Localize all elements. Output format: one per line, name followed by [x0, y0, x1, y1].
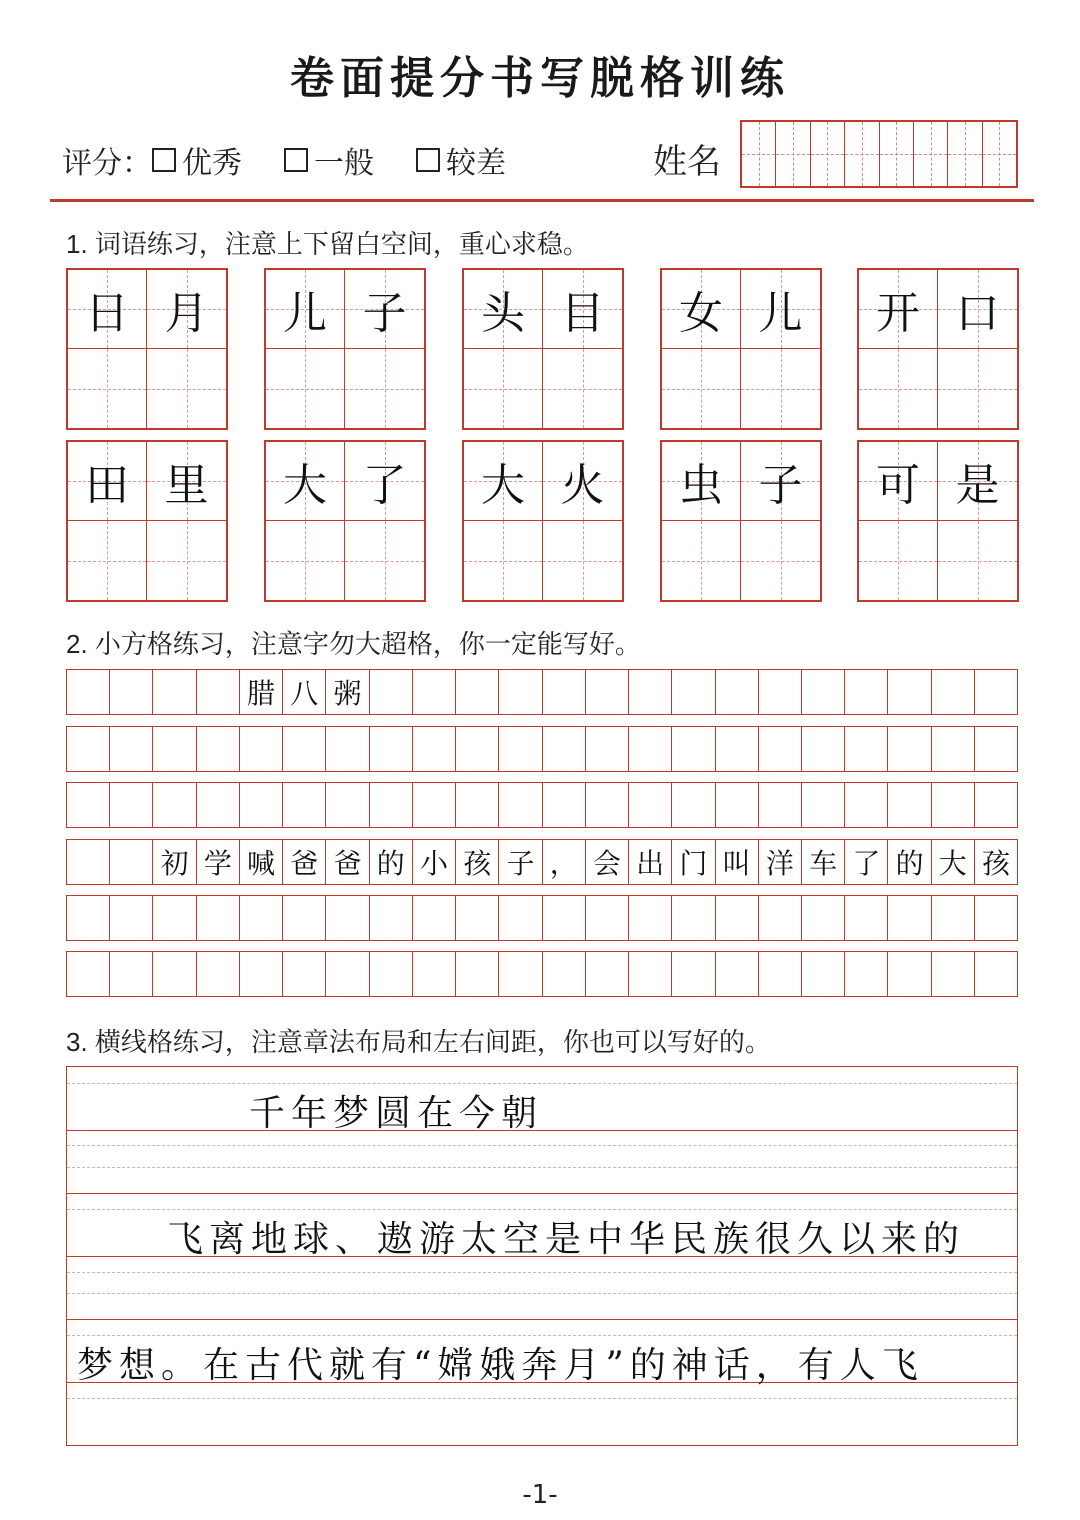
grid-cell[interactable]	[67, 896, 110, 940]
grid-row	[66, 951, 1018, 997]
grid-cell[interactable]	[153, 783, 196, 827]
grid-cell[interactable]	[759, 896, 802, 940]
word-practice-box[interactable]	[66, 440, 228, 602]
model-character: 大	[481, 460, 525, 511]
word-practice-box[interactable]	[264, 268, 426, 430]
grid-cell[interactable]	[543, 670, 586, 714]
grid-cell[interactable]	[326, 783, 369, 827]
grid-cell[interactable]	[456, 727, 499, 771]
grid-cell[interactable]	[932, 727, 975, 771]
grid-cell[interactable]	[240, 727, 283, 771]
word-practice-box[interactable]	[857, 440, 1019, 602]
grid-cell[interactable]	[716, 783, 759, 827]
practice-cell[interactable]	[68, 521, 147, 600]
grid-cell[interactable]	[845, 670, 888, 714]
grid-cell[interactable]	[370, 952, 413, 996]
grid-cell[interactable]	[153, 896, 196, 940]
grid-cell[interactable]	[975, 952, 1017, 996]
grid-cell[interactable]	[629, 952, 672, 996]
grid-row	[66, 782, 1018, 828]
model-character: 是	[955, 460, 1000, 511]
passage-line-2: 梦想。在古代就有“嫦娥奔月”的神话，有人飞	[77, 1345, 924, 1386]
grid-cell[interactable]	[759, 783, 802, 827]
practice-cell[interactable]	[266, 521, 345, 600]
grid-cell[interactable]	[586, 952, 629, 996]
model-character: 口	[955, 288, 1000, 339]
rating-option-label: 较差	[446, 146, 506, 181]
practice-cell[interactable]	[345, 270, 424, 349]
passage-line-1: 飞离地球、遨游太空是中华民族很久以来的	[167, 1219, 966, 1260]
baseline	[67, 1319, 1017, 1320]
grid-cell[interactable]: 门	[672, 840, 715, 884]
rating-option-label: 一般	[314, 146, 374, 181]
practice-cell[interactable]	[662, 349, 741, 428]
grid-cell[interactable]	[67, 727, 110, 771]
grid-cell[interactable]	[932, 783, 975, 827]
rating-label: 评分：	[62, 146, 152, 181]
practice-cell[interactable]	[662, 270, 741, 349]
model-character: 田	[85, 460, 129, 511]
grid-cell[interactable]	[845, 952, 888, 996]
grid-cell[interactable]: 初	[153, 840, 196, 884]
grid-cell[interactable]	[932, 896, 975, 940]
name-field[interactable]	[740, 120, 1018, 188]
grid-cell[interactable]: 小	[413, 840, 456, 884]
checkbox-icon[interactable]	[416, 148, 440, 172]
model-character: 子	[758, 460, 803, 511]
model-character: 月	[164, 288, 209, 339]
practice-cell[interactable]	[266, 442, 345, 521]
grid-cell[interactable]: 的	[888, 840, 931, 884]
practice-cell[interactable]	[859, 349, 938, 428]
poem-title-text: 千年梦圆在今朝	[249, 1093, 544, 1134]
practice-cell[interactable]	[147, 521, 226, 600]
guide-line	[67, 1209, 1017, 1210]
grid-cell[interactable]	[499, 783, 542, 827]
grid-cell[interactable]	[543, 952, 586, 996]
practice-cell[interactable]	[345, 521, 424, 600]
rating-option-average[interactable]	[284, 138, 374, 182]
grid-cell[interactable]	[543, 783, 586, 827]
word-practice-box[interactable]	[264, 440, 426, 602]
grid-cell[interactable]	[456, 896, 499, 940]
practice-cell[interactable]	[464, 270, 543, 349]
grid-cell[interactable]	[802, 670, 845, 714]
grid-cell[interactable]	[629, 783, 672, 827]
grid-cell[interactable]	[888, 896, 931, 940]
grid-cell[interactable]: 孩	[456, 840, 499, 884]
grid-cell[interactable]	[975, 783, 1017, 827]
practice-cell[interactable]	[859, 521, 938, 600]
practice-cell[interactable]	[266, 349, 345, 428]
practice-cell[interactable]	[345, 442, 424, 521]
rating-option-excellent[interactable]	[152, 138, 242, 182]
grid-cell[interactable]	[716, 896, 759, 940]
word-practice-box[interactable]	[462, 440, 624, 602]
grid-row	[66, 669, 1018, 715]
grid-cell[interactable]	[802, 896, 845, 940]
model-character: 了	[362, 460, 407, 511]
grid-cell[interactable]	[240, 952, 283, 996]
grid-cell[interactable]	[370, 670, 413, 714]
grid-cell[interactable]	[240, 783, 283, 827]
grid-cell[interactable]	[413, 783, 456, 827]
section1-heading: 1. 词语练习，注意上下留白空间，重心求稳。	[66, 229, 589, 259]
grid-cell[interactable]	[975, 670, 1017, 714]
grid-cell[interactable]	[845, 727, 888, 771]
model-character: 大	[283, 460, 327, 511]
grid-cell[interactable]	[153, 670, 196, 714]
grid-cell[interactable]: 洋	[759, 840, 802, 884]
section3-heading: 3. 横线格练习，注意章法布局和左右间距，你也可以写好的。	[66, 1027, 771, 1057]
grid-cell[interactable]: 车	[802, 840, 845, 884]
guide-line	[67, 1293, 1017, 1294]
grid-cell[interactable]	[543, 896, 586, 940]
grid-cell[interactable]	[802, 952, 845, 996]
grid-cell[interactable]	[586, 783, 629, 827]
checkbox-icon[interactable]	[284, 148, 308, 172]
practice-cell[interactable]	[147, 270, 226, 349]
guide-line	[67, 1335, 1017, 1336]
grid-cell[interactable]	[888, 783, 931, 827]
practice-cell[interactable]	[938, 349, 1017, 428]
word-practice-box[interactable]	[660, 268, 822, 430]
practice-cell[interactable]	[266, 270, 345, 349]
grid-cell[interactable]	[543, 727, 586, 771]
practice-cell[interactable]	[147, 349, 226, 428]
practice-cell[interactable]	[859, 442, 938, 521]
grid-cell[interactable]	[110, 670, 153, 714]
grid-cell[interactable]: 腊	[240, 670, 283, 714]
page-title: 卷面提分书写脱格训练	[290, 53, 790, 104]
model-character: 女	[679, 288, 723, 339]
grid-cell[interactable]	[845, 896, 888, 940]
grid-cell[interactable]	[759, 727, 802, 771]
practice-cell[interactable]	[938, 270, 1017, 349]
grid-cell[interactable]	[67, 670, 110, 714]
practice-cell[interactable]	[662, 521, 741, 600]
grid-cell[interactable]	[499, 670, 542, 714]
grid-cell[interactable]	[629, 727, 672, 771]
grid-cell[interactable]	[283, 783, 326, 827]
grid-cell[interactable]	[629, 896, 672, 940]
grid-cell[interactable]	[110, 783, 153, 827]
practice-cell[interactable]	[662, 442, 741, 521]
grid-cell[interactable]: 爸	[326, 840, 369, 884]
rating-option-label: 优秀	[182, 146, 242, 181]
grid-cell[interactable]	[672, 952, 715, 996]
practice-cell[interactable]	[741, 349, 820, 428]
grid-cell[interactable]	[67, 952, 110, 996]
practice-cell[interactable]	[464, 521, 543, 600]
model-character: 儿	[758, 288, 803, 339]
practice-cell[interactable]	[68, 442, 147, 521]
grid-cell[interactable]	[413, 896, 456, 940]
grid-cell[interactable]	[456, 952, 499, 996]
grid-cell[interactable]: ，	[543, 840, 586, 884]
grid-cell[interactable]	[110, 727, 153, 771]
grid-cell[interactable]	[370, 896, 413, 940]
word-practice-box[interactable]	[462, 268, 624, 430]
grid-cell[interactable]	[629, 670, 672, 714]
grid-cell[interactable]	[499, 952, 542, 996]
practice-cell[interactable]	[938, 521, 1017, 600]
practice-cell[interactable]	[68, 270, 147, 349]
grid-cell[interactable]	[888, 952, 931, 996]
practice-cell[interactable]	[543, 349, 622, 428]
grid-cell[interactable]	[672, 727, 715, 771]
grid-cell[interactable]	[197, 670, 240, 714]
grid-cell[interactable]	[326, 727, 369, 771]
grid-cell[interactable]: 叫	[716, 840, 759, 884]
grid-cell[interactable]	[759, 952, 802, 996]
practice-cell[interactable]	[543, 442, 622, 521]
grid-row	[66, 726, 1018, 772]
guide-line	[67, 1167, 1017, 1168]
grid-cell[interactable]	[802, 727, 845, 771]
practice-cell[interactable]	[859, 270, 938, 349]
name-cell[interactable]	[811, 122, 845, 186]
grid-cell[interactable]: 学	[197, 840, 240, 884]
guide-line	[67, 1083, 1017, 1084]
model-character: 开	[876, 288, 920, 339]
rating-option-poor[interactable]	[416, 138, 506, 182]
lined-practice-area[interactable]	[66, 1066, 1018, 1446]
section2-heading: 2. 小方格练习，注意字勿大超格，你一定能写好。	[66, 629, 641, 659]
rating-row	[62, 138, 548, 182]
grid-cell[interactable]	[888, 727, 931, 771]
name-cell[interactable]	[845, 122, 879, 186]
grid-cell[interactable]	[283, 727, 326, 771]
grid-cell[interactable]	[802, 783, 845, 827]
guide-line	[67, 1145, 1017, 1146]
practice-cell[interactable]	[741, 521, 820, 600]
practice-cell[interactable]	[543, 521, 622, 600]
practice-cell[interactable]	[741, 270, 820, 349]
word-practice-box[interactable]	[857, 268, 1019, 430]
model-character: 儿	[283, 288, 327, 339]
grid-cell[interactable]: 出	[629, 840, 672, 884]
grid-cell[interactable]: 的	[370, 840, 413, 884]
grid-cell[interactable]	[672, 896, 715, 940]
name-cell[interactable]	[880, 122, 914, 186]
guide-line	[67, 1272, 1017, 1273]
name-cell[interactable]	[914, 122, 948, 186]
grid-cell[interactable]	[672, 783, 715, 827]
practice-cell[interactable]	[464, 349, 543, 428]
grid-cell[interactable]	[413, 727, 456, 771]
model-character: 日	[85, 288, 129, 339]
practice-cell[interactable]	[741, 442, 820, 521]
practice-cell[interactable]	[68, 349, 147, 428]
grid-cell[interactable]	[456, 670, 499, 714]
grid-cell[interactable]	[153, 727, 196, 771]
name-cell[interactable]	[983, 122, 1016, 186]
grid-cell[interactable]	[370, 727, 413, 771]
grid-cell[interactable]	[413, 952, 456, 996]
model-character: 目	[560, 288, 605, 339]
grid-cell[interactable]	[888, 670, 931, 714]
grid-cell[interactable]: 粥	[326, 670, 369, 714]
practice-cell[interactable]	[345, 349, 424, 428]
grid-cell[interactable]	[67, 783, 110, 827]
grid-cell[interactable]	[845, 783, 888, 827]
grid-row	[66, 839, 1018, 885]
grid-cell[interactable]	[586, 727, 629, 771]
grid-cell[interactable]	[716, 952, 759, 996]
grid-cell[interactable]: 大	[932, 840, 975, 884]
grid-cell[interactable]	[326, 896, 369, 940]
practice-cell[interactable]	[938, 442, 1017, 521]
name-cell[interactable]	[948, 122, 982, 186]
grid-row	[66, 895, 1018, 941]
name-cell[interactable]	[742, 122, 776, 186]
practice-cell[interactable]	[147, 442, 226, 521]
grid-cell[interactable]: 爸	[283, 840, 326, 884]
grid-cell[interactable]	[110, 840, 153, 884]
grid-cell[interactable]	[932, 952, 975, 996]
checkbox-icon[interactable]	[152, 148, 176, 172]
grid-cell[interactable]	[110, 952, 153, 996]
model-character: 里	[164, 460, 209, 511]
grid-cell[interactable]	[716, 727, 759, 771]
model-character: 火	[560, 460, 605, 511]
name-cell[interactable]	[776, 122, 810, 186]
grid-cell[interactable]	[283, 952, 326, 996]
model-character: 虫	[679, 460, 723, 511]
grid-cell[interactable]	[197, 896, 240, 940]
grid-cell[interactable]	[240, 896, 283, 940]
grid-cell[interactable]	[672, 670, 715, 714]
grid-cell[interactable]: 八	[283, 670, 326, 714]
grid-cell[interactable]	[499, 727, 542, 771]
grid-cell[interactable]	[456, 783, 499, 827]
grid-cell[interactable]	[975, 727, 1017, 771]
word-practice-box[interactable]	[66, 268, 228, 430]
grid-cell[interactable]	[499, 896, 542, 940]
grid-cell[interactable]: 了	[845, 840, 888, 884]
model-character: 头	[481, 288, 525, 339]
guide-line	[67, 1398, 1017, 1399]
model-character: 子	[362, 288, 407, 339]
word-practice-box[interactable]	[660, 440, 822, 602]
grid-cell[interactable]	[153, 952, 196, 996]
grid-cell[interactable]	[759, 670, 802, 714]
grid-cell[interactable]: 会	[586, 840, 629, 884]
grid-cell[interactable]	[370, 783, 413, 827]
header-divider	[50, 199, 1034, 202]
model-character: 可	[876, 460, 920, 511]
grid-cell[interactable]	[197, 727, 240, 771]
grid-cell[interactable]	[932, 670, 975, 714]
grid-cell[interactable]: 喊	[240, 840, 283, 884]
grid-cell[interactable]	[586, 896, 629, 940]
grid-cell[interactable]: 孩	[982, 847, 1011, 880]
grid-cell[interactable]	[975, 896, 1017, 940]
practice-cell[interactable]	[543, 270, 622, 349]
grid-cell[interactable]: 子	[499, 840, 542, 884]
page-number: -1-	[522, 1480, 558, 1510]
grid-cell[interactable]	[110, 896, 153, 940]
name-label: 姓名	[653, 142, 721, 182]
grid-cell[interactable]	[283, 896, 326, 940]
grid-cell[interactable]	[716, 670, 759, 714]
grid-cell[interactable]	[586, 670, 629, 714]
grid-cell[interactable]	[67, 840, 110, 884]
grid-cell[interactable]	[413, 670, 456, 714]
grid-cell[interactable]	[326, 952, 369, 996]
grid-cell[interactable]	[197, 952, 240, 996]
baseline	[67, 1193, 1017, 1194]
grid-cell[interactable]	[197, 783, 240, 827]
practice-cell[interactable]	[464, 442, 543, 521]
